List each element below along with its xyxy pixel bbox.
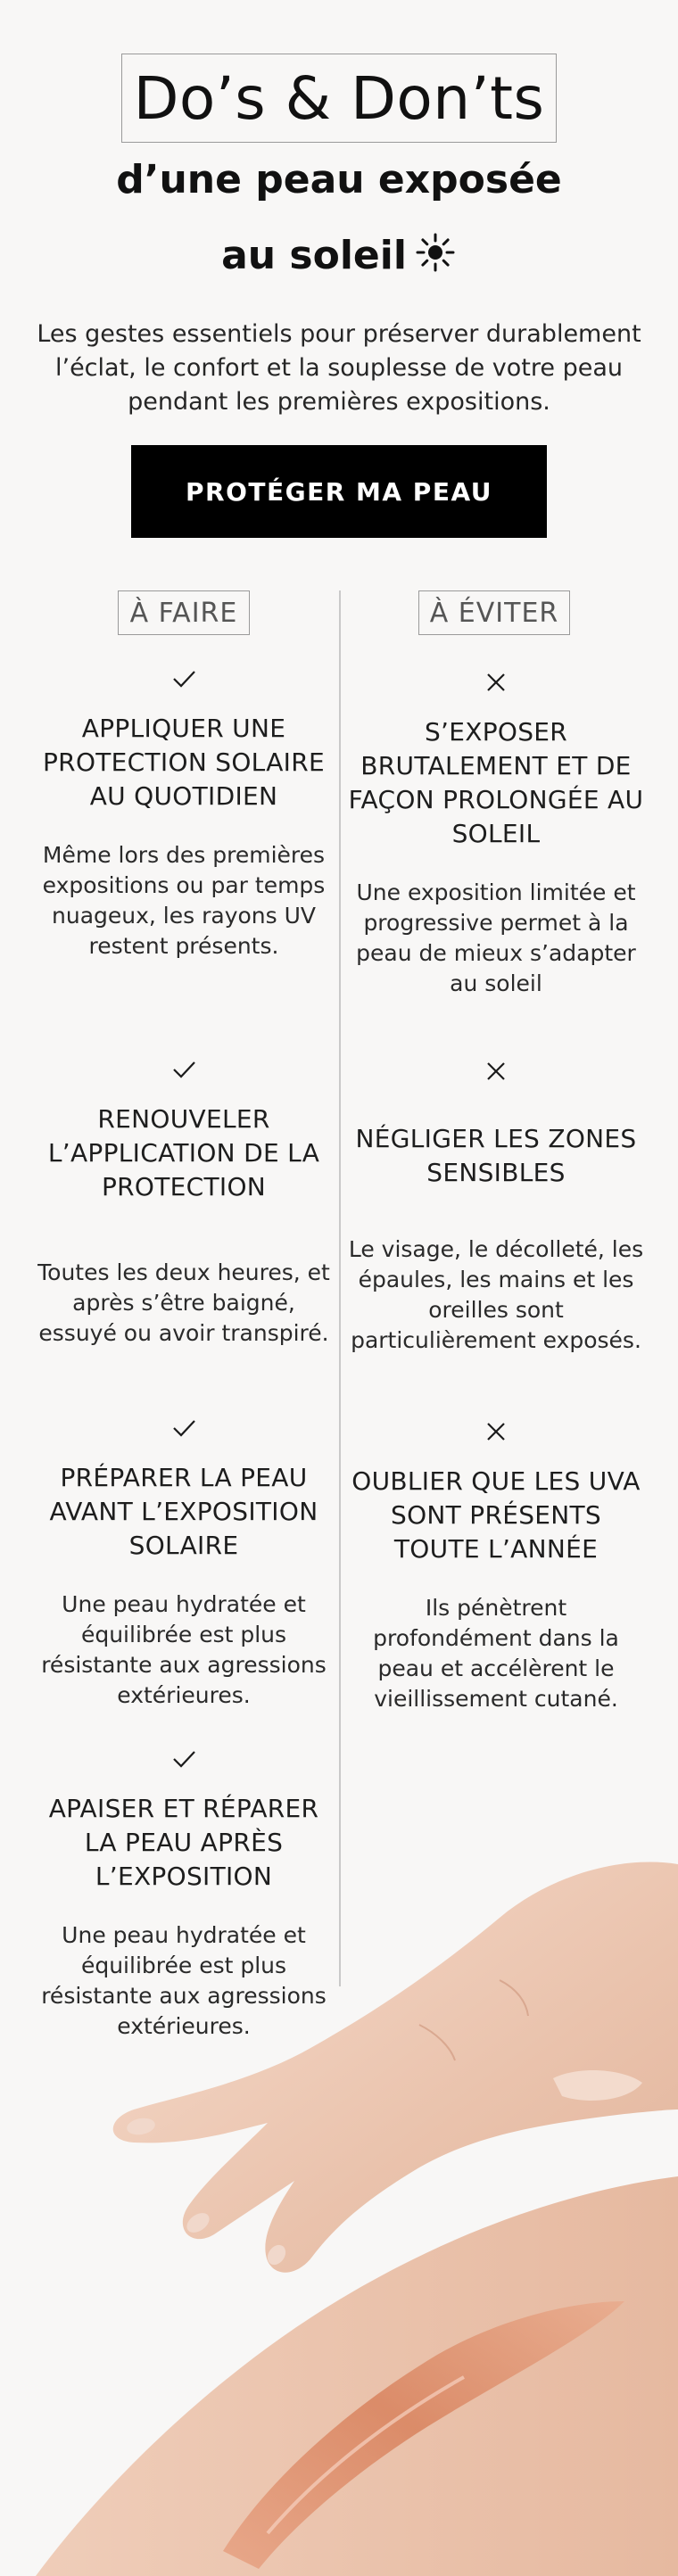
do-item-title: RENOUVELER L’APPLICATION DE LA PROTECTION xyxy=(47,1104,320,1201)
dont-item xyxy=(344,669,648,999)
cross-icon xyxy=(483,1058,509,1085)
dont-item-title: S’EXPOSER BRUTALEMENT ET DE FAÇON PROLONGÉE AU SOLEIL xyxy=(348,717,644,848)
dont-column-label: À ÉVITER xyxy=(418,590,570,635)
do-item-desc: Toutes les deux heures, et après s’être baigné, essuyé ou avoir transpiré. xyxy=(37,1259,330,1346)
dont-item xyxy=(344,1418,648,1714)
dont-item-desc: Une exposition limitée et progressive permet à la peau de mieux s’adapter au soleil xyxy=(356,879,636,996)
hand-applying-sunscreen-illustration xyxy=(0,1855,678,2576)
do-item-title: APPLIQUER UNE PROTECTION SOLAIRE AU QUOTIDIEN xyxy=(43,714,325,811)
cross-icon xyxy=(483,1418,509,1445)
subtitle-line-1: d’une peau exposée xyxy=(116,157,562,202)
check-icon xyxy=(170,1746,197,1772)
dont-item-desc: Le visage, le décolleté, les épaules, les mains et les oreilles sont particulièrement exposés. xyxy=(348,1236,644,1353)
do-item-desc: Une peau hydratée et équilibrée est plus résistante aux agressions extérieures. xyxy=(41,1922,327,2039)
do-item-title: PRÉPARER LA PEAU AVANT L’EXPOSITION SOLAIRE xyxy=(49,1463,318,1560)
cross-icon xyxy=(483,669,509,696)
subtitle-line-2 xyxy=(0,231,678,276)
dont-item-title: NÉGLIGER LES ZONES SENSIBLES xyxy=(355,1124,637,1187)
do-item-desc: Même lors des premières expositions ou par temps nuageux, les rayons UV restent présents. xyxy=(42,842,326,959)
forearm-shape xyxy=(36,2176,678,2576)
dont-item-title: OUBLIER QUE LES UVA SONT PRÉSENTS TOUTE L’ANNÉE xyxy=(351,1466,641,1564)
check-icon xyxy=(170,1056,197,1083)
do-column-label: À FAIRE xyxy=(118,590,250,635)
dont-item-desc: Ils pénètrent profondément dans la peau et accélèrent le vieillissement cutané. xyxy=(373,1595,619,1712)
do-item xyxy=(32,665,335,962)
check-icon xyxy=(170,665,197,692)
column-divider xyxy=(339,590,341,1986)
subtitle-line-2-text: au soleil xyxy=(221,233,407,278)
check-icon xyxy=(170,1415,197,1441)
do-item xyxy=(32,1415,335,1711)
sun-icon xyxy=(414,231,457,274)
dont-item xyxy=(344,1058,648,1356)
intro-text: Les gestes essentiels pour préserver durablement l’éclat, le confort et la souplesse de votre peau pendant les premières expositions. xyxy=(37,320,641,416)
do-item-title: APAISER ET RÉPARER LA PEAU APRÈS L’EXPOSITION xyxy=(48,1794,319,1891)
do-item-desc: Une peau hydratée et équilibrée est plus résistante aux agressions extérieures. xyxy=(41,1591,327,1708)
protect-skin-button[interactable]: PROTÉGER MA PEAU xyxy=(131,445,547,538)
page-title: Do’s & Don’ts xyxy=(121,54,557,143)
do-item xyxy=(32,1056,335,1349)
